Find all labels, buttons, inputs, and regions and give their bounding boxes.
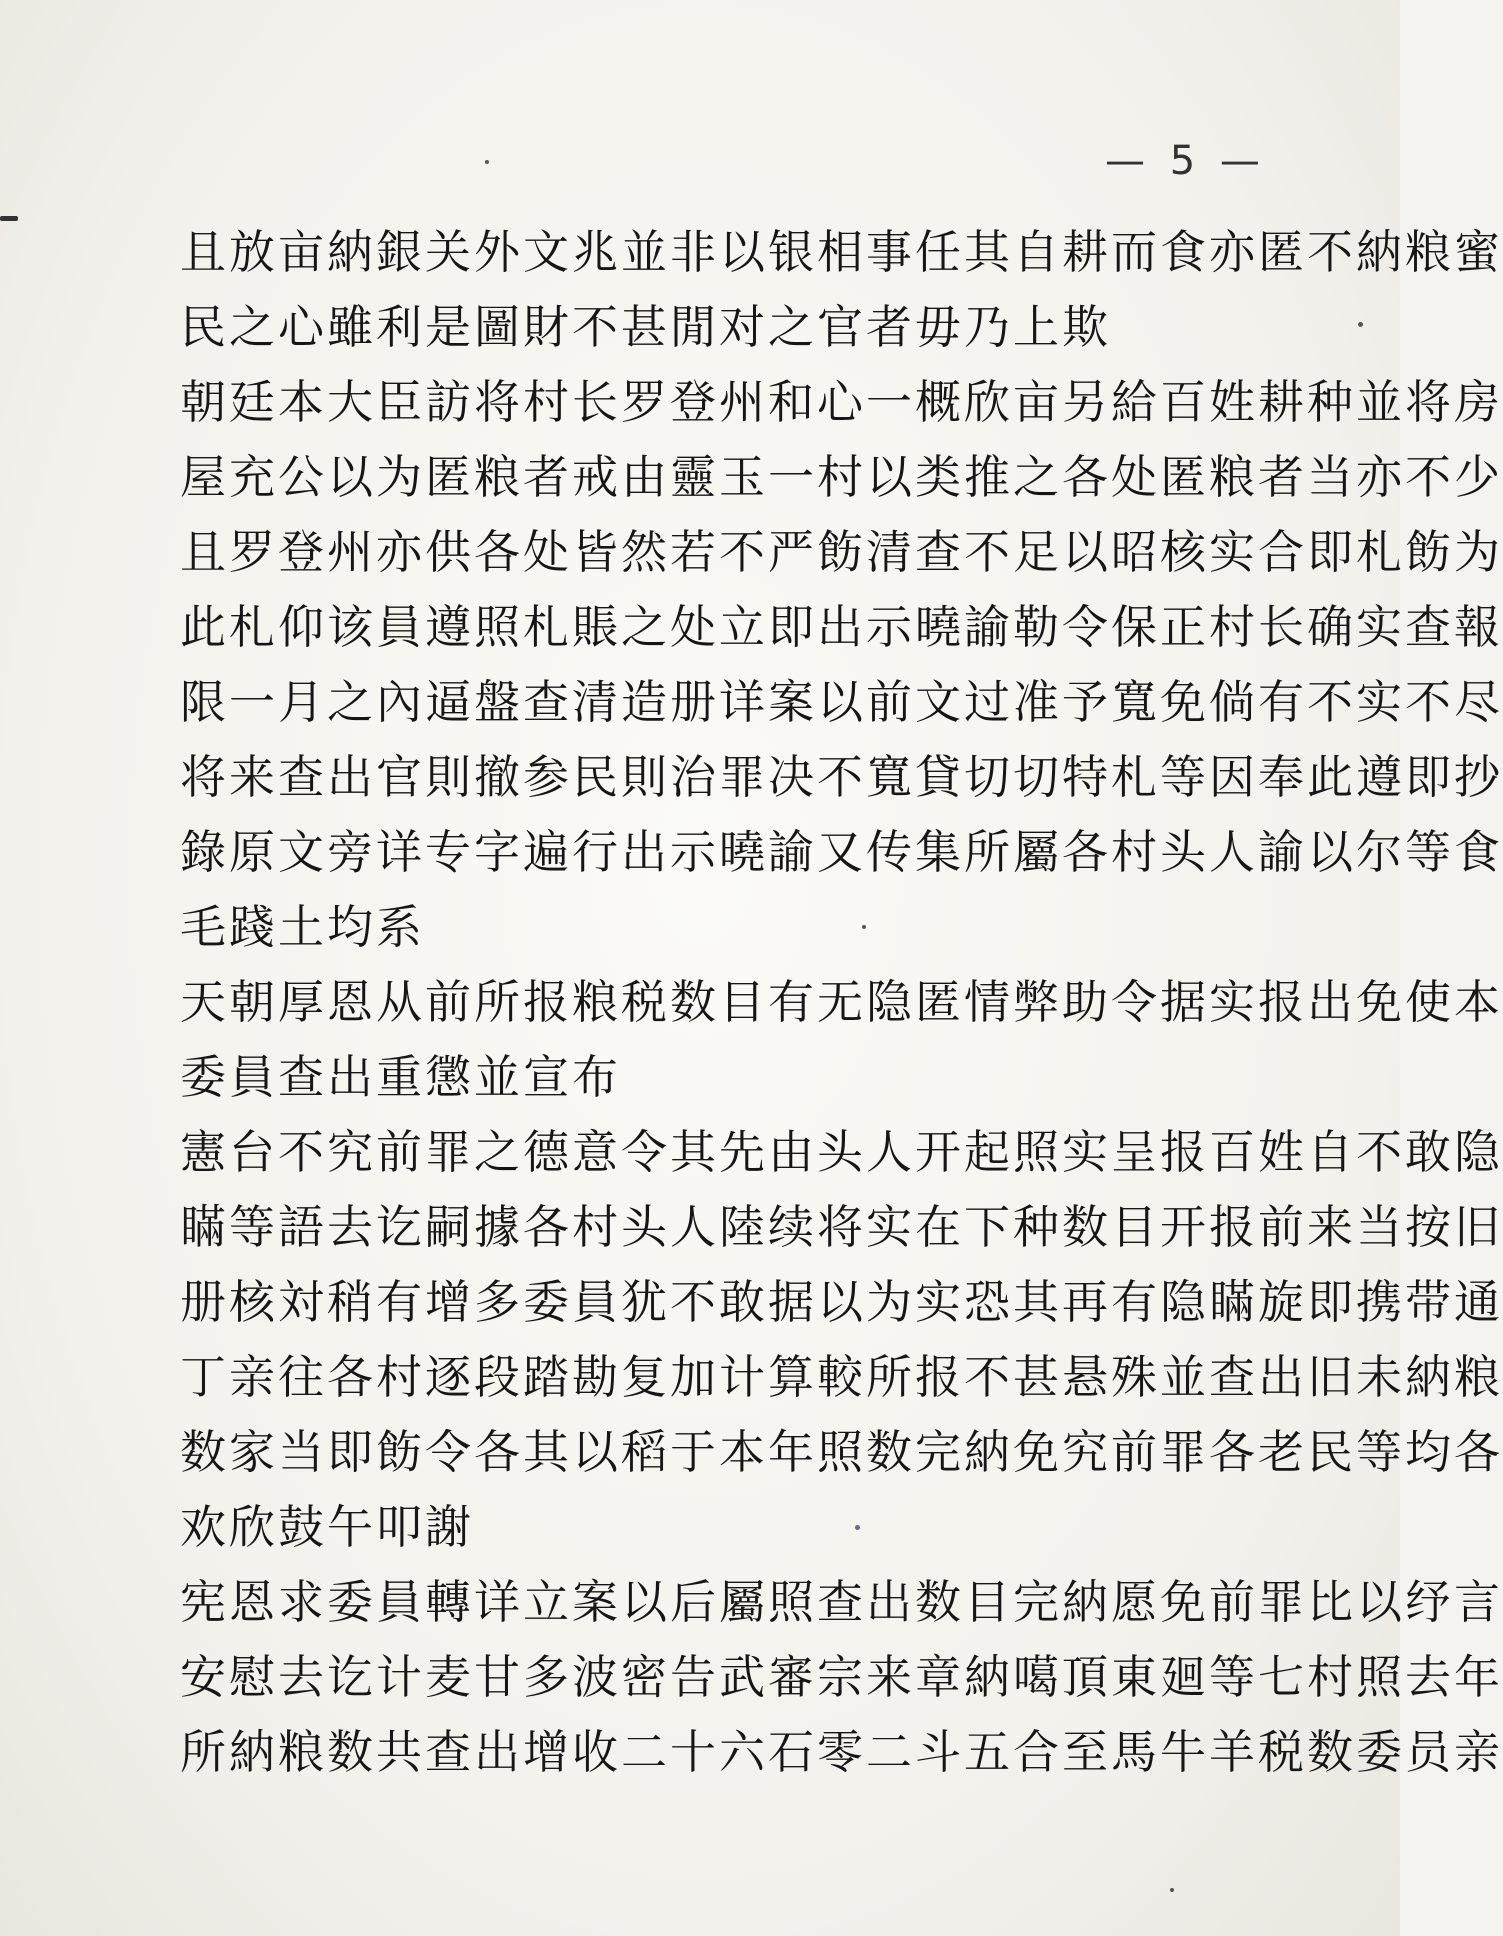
- document-body: [180, 215, 1503, 1790]
- text-line: 錄原文旁详专字遍行出示曉諭又传集所屬各村头人諭以尔等食: [180, 825, 1503, 879]
- text-line: 所納粮数共查出增收二十六石零二斗五合至馬牛羊税数委员亲: [180, 1725, 1503, 1779]
- text-line: 欢欣鼓午叩謝: [180, 1500, 474, 1554]
- scan-speck: [1358, 322, 1363, 327]
- text-line: 朝廷本大臣訪将村长罗登州和心一概欣亩另給百姓耕种並将房: [180, 375, 1503, 429]
- scan-speck: [855, 1525, 860, 1530]
- text-line: 此札仰该員遵照札賬之处立即出示曉諭勒令保正村长确实查報: [180, 600, 1503, 654]
- text-line: 憲台不究前罪之德意令其先由头人开起照实呈报百姓自不敢隐: [180, 1125, 1503, 1179]
- scan-speck: [485, 160, 489, 164]
- text-line: 民之心雖利是圖財不甚閒对之官者毋乃上欺: [180, 300, 1111, 354]
- page-number: — 5 —: [1105, 138, 1266, 184]
- text-line: 且放亩納銀关外文兆並非以银相事任其自耕而食亦匿不納粮蜜: [180, 225, 1503, 279]
- text-line: 毛踐土均系: [180, 900, 425, 954]
- text-line: 限一月之內逼盤查清造册详案以前文过准予寬免倘有不实不尽: [180, 675, 1503, 729]
- text-line: 委員查出重懲並宣布: [180, 1050, 621, 1104]
- text-line: 宪恩求委員轉详立案以后屬照查出数目完納愿免前罪比以纾言: [180, 1575, 1503, 1629]
- scan-speck: [862, 925, 866, 929]
- text-line: 且罗登州亦供各处皆然若不严飭清查不足以昭核实合即札飭为: [180, 525, 1503, 579]
- scan-edge-mark: [0, 216, 18, 221]
- text-line: 丁亲往各村逐段踏勘复加计算較所报不甚悬殊並查出旧未納粮: [180, 1350, 1503, 1404]
- text-line: 瞞等語去讫嗣據各村头人陸续将实在下种数目开报前来当按旧: [180, 1200, 1503, 1254]
- text-line: 将来查出官則撤参民則治罪决不寬貸切切特札等因奉此遵即抄: [180, 750, 1503, 804]
- text-line: 册核対稍有增多委員犹不敢据以为实恐其再有隐瞞旋即携带通: [180, 1275, 1503, 1329]
- text-line: 安慰去讫计麦甘多波密告武審宗来章納噶頂東廻等七村照去年: [180, 1650, 1503, 1704]
- scan-speck: [1170, 1888, 1174, 1892]
- text-line: 天朝厚恩从前所报粮税数目有无隐匿情弊助令据实报出免使本: [180, 975, 1503, 1029]
- text-line: 数家当即飭令各其以稻于本年照数完納免究前罪各老民等均各: [180, 1425, 1503, 1479]
- text-line: 屋充公以为匿粮者戒由靈玉一村以类推之各处匿粮者当亦不少: [180, 450, 1503, 504]
